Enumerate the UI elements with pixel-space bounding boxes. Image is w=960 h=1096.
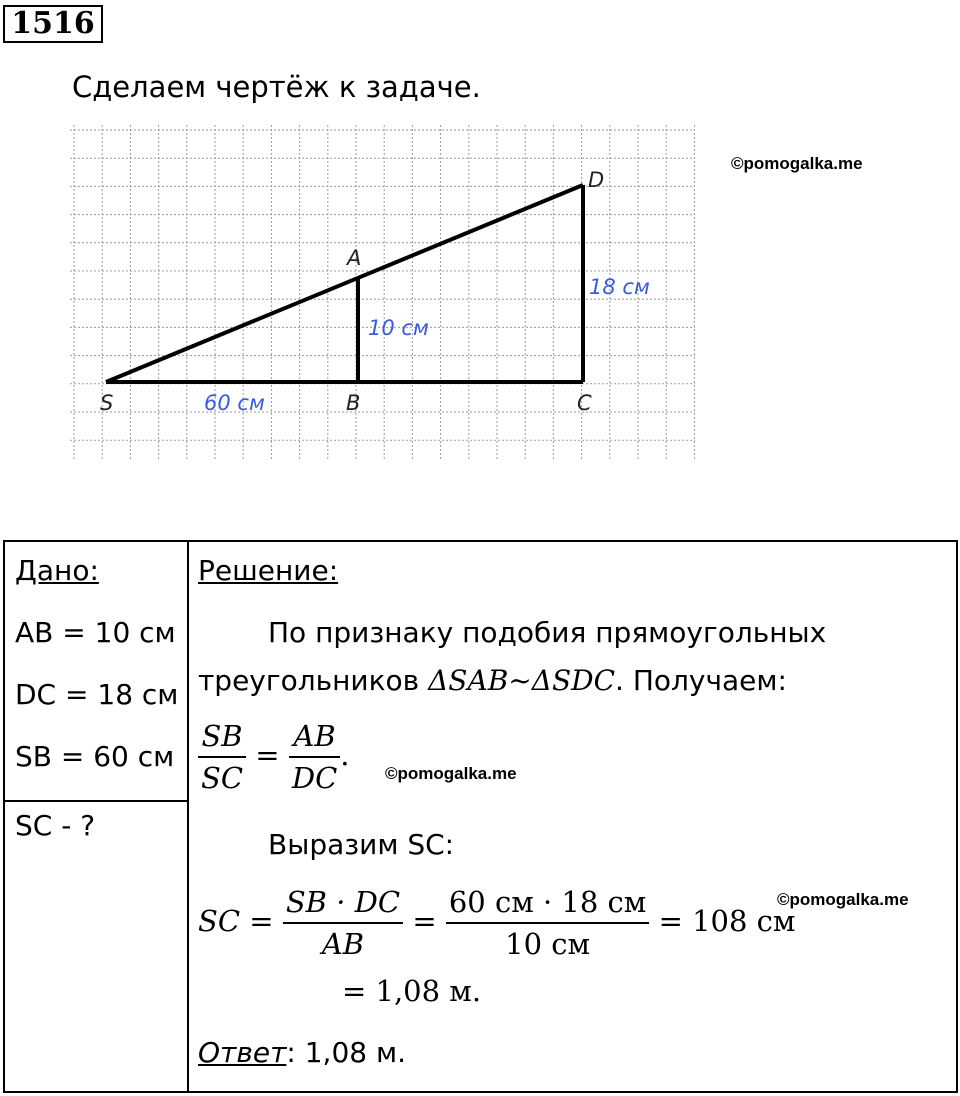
similarity-formula: ΔSAB~ΔSDC xyxy=(428,664,616,697)
triangle-figure xyxy=(70,125,695,460)
calc-formula xyxy=(198,882,795,964)
point-b: B xyxy=(346,391,361,415)
point-s: S xyxy=(100,391,114,415)
solution-table xyxy=(3,540,958,1093)
solution-line2 xyxy=(198,664,787,697)
label-sb: 60 см xyxy=(204,391,265,415)
label-ab: 10 см xyxy=(368,316,429,340)
line2-prefix: треугольников xyxy=(198,664,429,697)
segment-sd xyxy=(106,185,583,382)
answer-value: : 1,08 м. xyxy=(286,1036,406,1069)
result-m: = 1,08 м. xyxy=(342,974,482,1008)
label-dc: 18 см xyxy=(589,275,650,299)
intro-text: Сделаем чертёж к задаче. xyxy=(72,70,481,104)
watermark-middle: ©pomogalka.me xyxy=(385,764,517,783)
frac-denominator: AB xyxy=(321,927,365,961)
frac-numerator: SB · DC xyxy=(283,882,403,924)
watermark-bottom: ©pomogalka.me xyxy=(777,890,909,909)
watermark-top: ©pomogalka.me xyxy=(731,154,863,173)
find-item: SC - ? xyxy=(15,809,96,842)
frac-numerator: AB xyxy=(289,716,340,758)
fraction-sbdc-ab xyxy=(283,882,403,964)
express-text: Выразим SC: xyxy=(268,828,455,861)
frac-denominator: SC xyxy=(201,761,244,795)
result-cm: = 108 см xyxy=(658,904,796,938)
equals-sign: = xyxy=(255,738,280,772)
frac-denominator: 10 см xyxy=(505,927,591,961)
solution-line1: По признаку подобия прямоугольных xyxy=(268,616,827,649)
equals-sign: = xyxy=(412,904,437,938)
given-item: SB = 60 см xyxy=(15,740,175,773)
line2-suffix: . Получаем: xyxy=(615,664,787,697)
frac-numerator: 60 см · 18 см xyxy=(446,882,650,924)
fraction-sb-sc xyxy=(198,716,246,798)
point-a: A xyxy=(347,246,362,270)
frac-denominator: DC xyxy=(291,761,338,795)
answer-line xyxy=(198,1036,406,1069)
answer-label: Ответ xyxy=(198,1036,287,1069)
ratio-formula xyxy=(198,716,349,798)
fraction-ab-dc xyxy=(289,716,340,798)
calc-lhs: SC xyxy=(198,904,241,938)
solution-header: Решение: xyxy=(198,554,339,587)
period: . xyxy=(340,738,350,772)
equals-sign: = xyxy=(249,904,274,938)
column-divider xyxy=(187,542,189,1091)
point-d: D xyxy=(588,168,605,192)
task-number: 1516 xyxy=(3,5,103,43)
point-c: C xyxy=(577,391,592,415)
given-item: DC = 18 см xyxy=(15,678,179,711)
frac-numerator: SB xyxy=(198,716,246,758)
given-header: Дано: xyxy=(15,554,99,587)
fraction-numeric xyxy=(446,882,650,964)
given-divider xyxy=(5,800,187,802)
given-item: AB = 10 см xyxy=(15,616,176,649)
